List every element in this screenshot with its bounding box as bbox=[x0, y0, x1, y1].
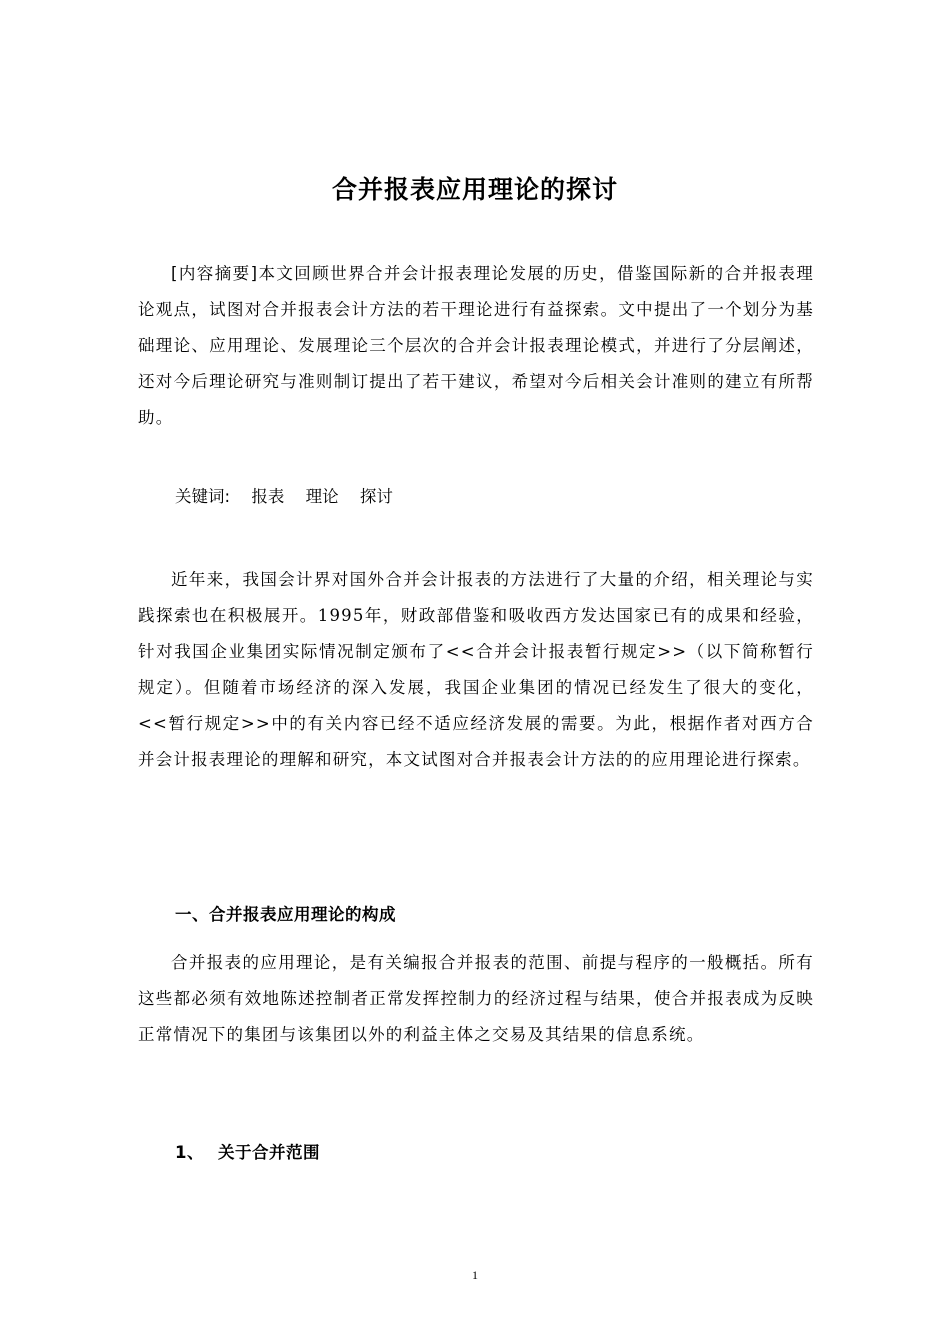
subsection-number: 1、 bbox=[175, 1143, 204, 1162]
document-title: 合并报表应用理论的探讨 bbox=[331, 175, 618, 204]
keyword-item: 报表 bbox=[251, 487, 285, 506]
keywords-label: 关键词: bbox=[175, 487, 231, 506]
keywords-line bbox=[175, 482, 393, 512]
section-heading: 一、合并报表应用理论的构成 bbox=[175, 905, 396, 924]
abstract-text: 本文回顾世界合并会计报表理论发展的历史，借鉴国际新的合并报表理论观点，试图对合并报表会计方法的若干理论进行有益探索。文中提出了一个划分为基础理论、应用理论、发展理论三个层次的合并会计报表理论模式，并进行了分层阐述，还对今后理论研究与准则制订提出了若干建议，希望对今后相关会计准则的建立有所帮助。 bbox=[138, 264, 814, 427]
section-paragraph: 合并报表的应用理论，是有关编报合并报表的范围、前提与程序的一般概括。所有这些都必须有效地陈述控制者正常发挥控制力的经济过程与结果，使合并报表成为反映正常情况下的集团与该集团以外的利益主体之交易及其结果的信息系统。 bbox=[138, 953, 814, 1044]
subsection-heading bbox=[175, 1138, 320, 1168]
subsection-title: 关于合并范围 bbox=[217, 1143, 320, 1162]
keyword-item: 理论 bbox=[305, 487, 339, 506]
intro-paragraph: 近年来，我国会计界对国外合并会计报表的方法进行了大量的介绍，相关理论与实践探索也在积极展开。1995年，财政部借鉴和吸收西方发达国家已有的成果和经验，针对我国企业集团实际情况制定颁布了<<合并会计报表暂行规定>>（以下简称暂行规定）。但随着市场经济的深入发展，我国企业集团的情况已经发生了很大的变化，<<暂行规定>>中的有关内容已经不适应经济发展的需要。为此，根据作者对西方合并会计报表理论的理解和研究，本文试图对合并报表会计方法的的应用理论进行探索。 bbox=[138, 570, 814, 769]
keyword-item: 探讨 bbox=[359, 487, 393, 506]
abstract-label: [内容摘要] bbox=[171, 264, 259, 283]
abstract-paragraph bbox=[138, 256, 814, 436]
page-number: 1 bbox=[472, 1268, 478, 1282]
